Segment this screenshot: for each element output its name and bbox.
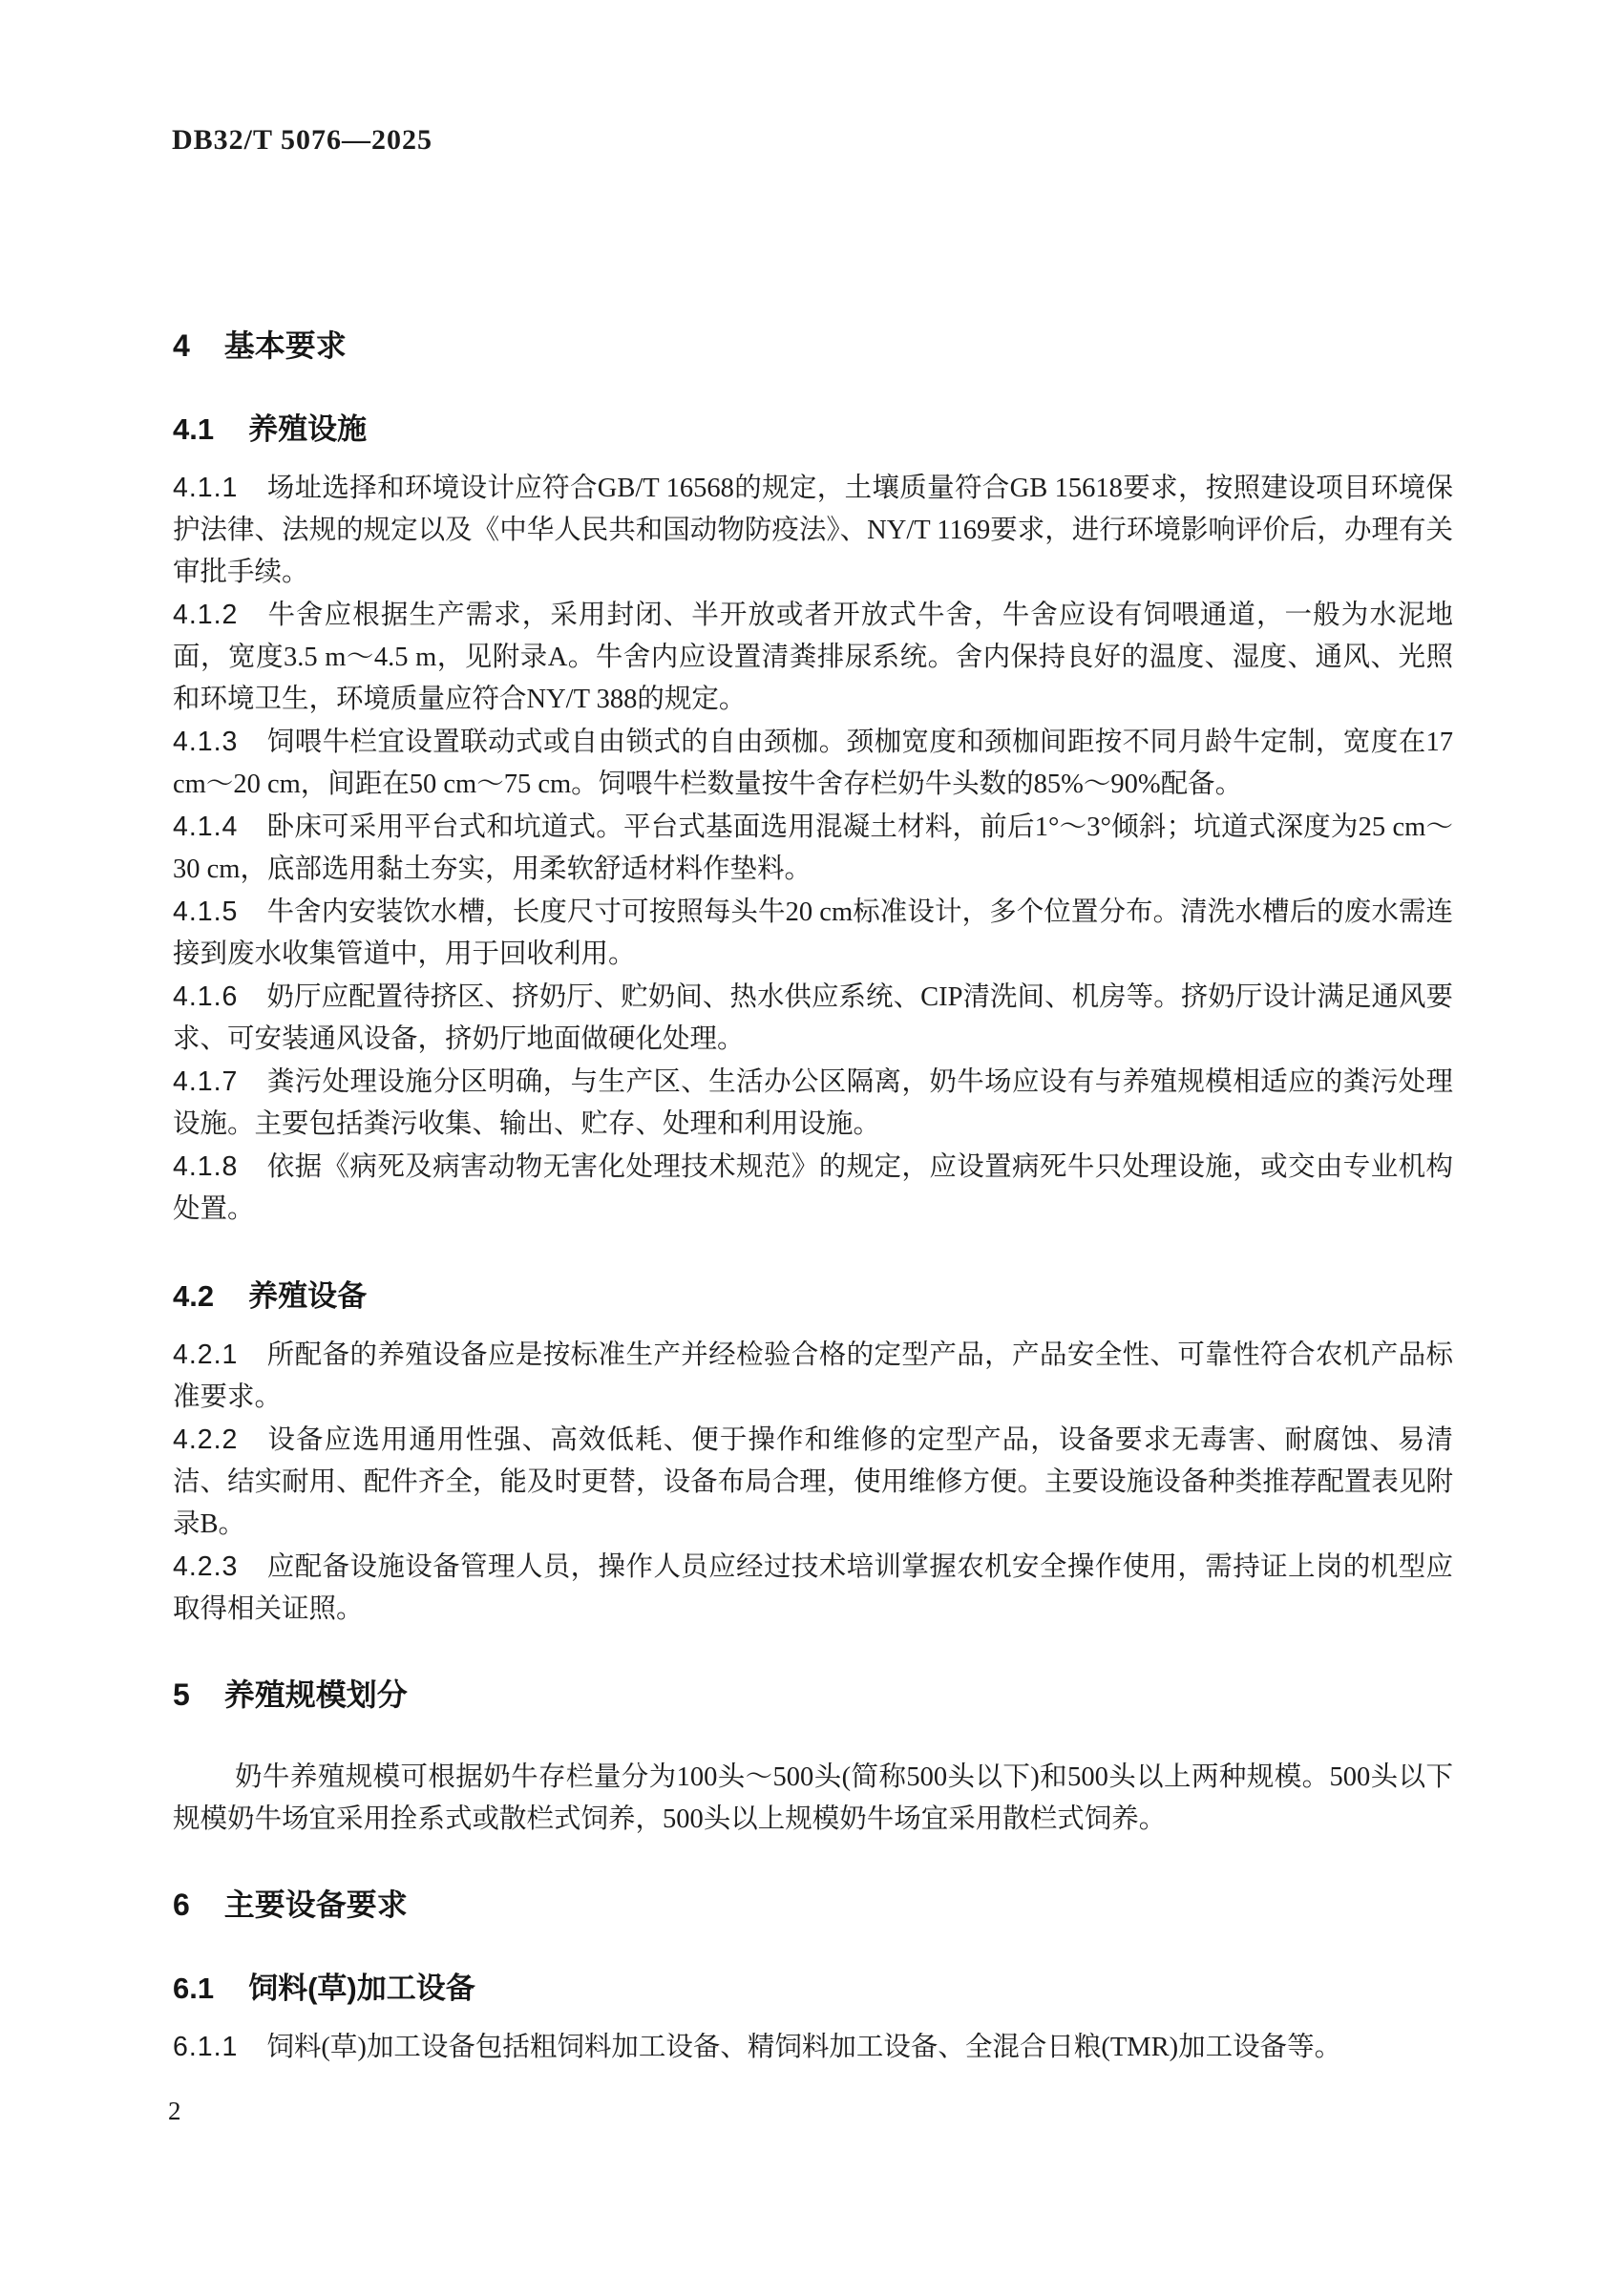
clause-number: 4.1.1 — [173, 473, 239, 503]
clause-4-1-1 — [173, 467, 1453, 594]
clause-heading-4 — [173, 327, 1453, 364]
clause-heading-title: 饲料(草)加工设备 — [248, 1972, 475, 2005]
clause-text: 场址选择和环境设计应符合GB/T 16568的规定，土壤质量符合GB 15618要求，按照建设项目环境保护法律、法规的规定以及《中华人民共和国动物防疫法》、NY/T 1169要求，进行环境影响评价后，办理有关审批手续。 — [173, 474, 1453, 587]
clause-number: 4.1.5 — [173, 896, 239, 927]
document-body — [173, 327, 1453, 2069]
clause-heading-number: 4.1 — [173, 412, 215, 446]
section-5-paragraph — [173, 1757, 1453, 1841]
clause-heading-4-2 — [173, 1278, 1453, 1315]
clause-6-1-1 — [173, 2026, 1453, 2069]
page-number: 2 — [168, 2097, 181, 2125]
clause-4-2-3 — [173, 1546, 1453, 1631]
clause-heading-title: 养殖规模划分 — [223, 1677, 408, 1712]
clause-number: 4.1.7 — [173, 1066, 239, 1097]
document-header — [172, 124, 432, 157]
clause-4-1-7 — [173, 1061, 1453, 1146]
clause-text: 奶厅应配置待挤区、挤奶厅、贮奶间、热水供应系统、CIP清洗间、机房等。挤奶厅设计满足通风要求、可安装通风设备，挤奶厅地面做硬化处理。 — [173, 982, 1453, 1054]
paragraph-text: 奶牛养殖规模可根据奶牛存栏量分为100头～500头(简称500头以下)和500头以上两种规模。500头以下规模奶牛场宜采用拴系式或散栏式饲养，500头以上规模奶牛场宜采用散栏式饲养。 — [173, 1762, 1453, 1834]
clause-number: 4.1.2 — [173, 600, 239, 630]
clause-number: 4.1.4 — [173, 812, 239, 842]
clause-heading-title: 养殖设备 — [248, 1279, 368, 1313]
clause-number: 4.2.1 — [173, 1339, 239, 1370]
clause-heading-6 — [173, 1887, 1453, 1923]
clause-4-1-4 — [173, 806, 1453, 891]
clause-4-1-6 — [173, 976, 1453, 1061]
clause-text: 卧床可采用平台式和坑道式。平台式基面选用混凝土材料，前后1°～3°倾斜；坑道式深度为25 cm～30 cm，底部选用黏土夯实，用柔软舒适材料作垫料。 — [173, 812, 1453, 884]
clause-heading-5 — [173, 1677, 1453, 1713]
clause-heading-number: 4.2 — [173, 1279, 215, 1313]
clause-number: 4.2.2 — [173, 1424, 239, 1455]
clause-text: 所配备的养殖设备应是按标准生产并经检验合格的定型产品，产品安全性、可靠性符合农机产品标准要求。 — [173, 1340, 1453, 1412]
clause-heading-number: 5 — [173, 1677, 190, 1712]
clause-text: 应配备设施设备管理人员，操作人员应经过技术培训掌握农机安全操作使用，需持证上岗的机型应取得相关证照。 — [173, 1552, 1453, 1624]
clause-text: 粪污处理设施分区明确，与生产区、生活办公区隔离，奶牛场应设有与养殖规模相适应的粪污处理设施。主要包括粪污收集、输出、贮存、处理和利用设施。 — [173, 1067, 1453, 1139]
clause-number: 4.1.6 — [173, 981, 239, 1012]
clause-text: 依据《病死及病害动物无害化处理技术规范》的规定，应设置病死牛只处理设施，或交由专业机构处置。 — [173, 1152, 1453, 1224]
clause-heading-number: 6.1 — [173, 1972, 215, 2005]
clause-text: 饲料(草)加工设备包括粗饲料加工设备、精饲料加工设备、全混合日粮(TMR)加工设备等。 — [266, 2033, 1342, 2062]
clause-number: 6.1.1 — [173, 2032, 239, 2062]
clause-4-2-2 — [173, 1419, 1453, 1546]
clause-4-1-2 — [173, 594, 1453, 721]
standard-code: DB32/T 5076—2025 — [172, 124, 432, 156]
clause-text: 牛舍应根据生产需求，采用封闭、半开放或者开放式牛舍，牛舍应设有饲喂通道，一般为水泥地面，宽度3.5 m～4.5 m，见附录A。牛舍内应设置清粪排尿系统。舍内保持良好的温度、湿度、通风、光照和环境卫生，环境质量应符合NY/T 388的规定。 — [173, 601, 1453, 714]
clause-text: 饲喂牛栏宜设置联动式或自由锁式的自由颈枷。颈枷宽度和颈枷间距按不同月龄牛定制，宽度在17 cm～20 cm，间距在50 cm～75 cm。饲喂牛栏数量按牛舍存栏奶牛头数的85%～90%配备。 — [173, 728, 1453, 799]
clause-text: 牛舍内安装饮水槽，长度尺寸可按照每头牛20 cm标准设计，多个位置分布。清洗水槽后的废水需连接到废水收集管道中，用于回收利用。 — [173, 897, 1453, 969]
clause-number: 4.1.8 — [173, 1151, 239, 1182]
clause-heading-number: 6 — [173, 1888, 190, 1922]
clause-number: 4.1.3 — [173, 727, 239, 757]
clause-heading-4-1 — [173, 411, 1453, 448]
clause-4-1-5 — [173, 891, 1453, 976]
clause-heading-number: 4 — [173, 328, 190, 363]
clause-4-1-3 — [173, 721, 1453, 806]
clause-text: 设备应选用通用性强、高效低耗、便于操作和维修的定型产品，设备要求无毒害、耐腐蚀、易清洁、结实耐用、配件齐全，能及时更替，设备布局合理，使用维修方便。主要设施设备种类推荐配置表见附录B。 — [173, 1425, 1453, 1539]
clause-4-2-1 — [173, 1334, 1453, 1419]
clause-heading-title: 养殖设施 — [248, 412, 368, 446]
clause-heading-title: 基本要求 — [223, 328, 347, 363]
clause-4-1-8 — [173, 1146, 1453, 1231]
clause-number: 4.2.3 — [173, 1551, 239, 1582]
clause-heading-6-1 — [173, 1971, 1453, 2007]
clause-heading-title: 主要设备要求 — [223, 1888, 408, 1922]
